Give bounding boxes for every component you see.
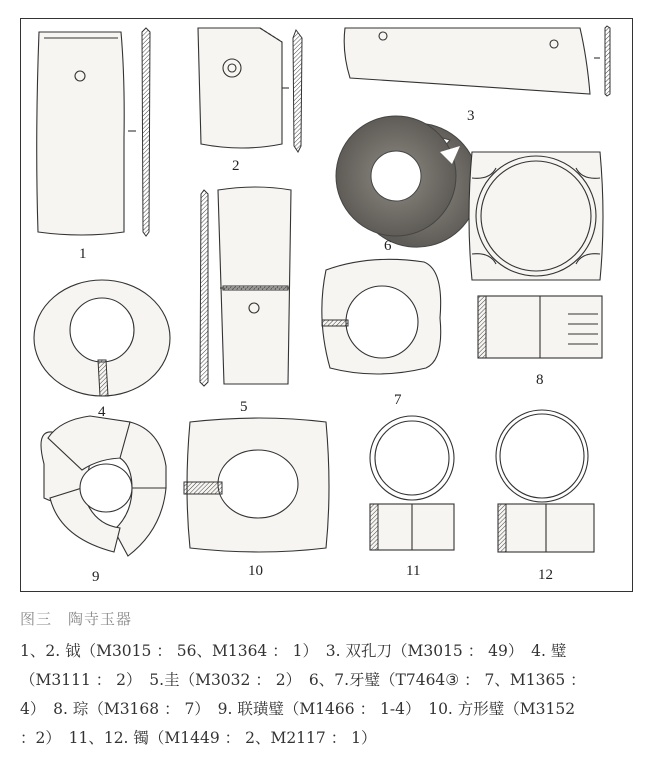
label-10: 10 (248, 563, 263, 579)
artifact-11-bracelet (370, 416, 454, 550)
artifact-5-gui (200, 187, 291, 386)
artifact-3-knife (344, 26, 610, 96)
artifact-1-axe (37, 28, 150, 236)
label-1: 1 (79, 246, 87, 262)
artifact-7-toothed-bi (322, 259, 441, 374)
figure-plate (20, 18, 633, 592)
label-4: 4 (98, 404, 106, 420)
artifact-6-toothed-bi (336, 116, 479, 247)
artifact-2-axe (198, 28, 302, 152)
caption-line: 4） 8. 琮（M3168 ： 7） 9. 联璜璧（M1466 ： 1-4） 10. 方形璧（M3152 (20, 700, 576, 718)
artifact-8-cong (469, 152, 603, 358)
label-8: 8 (536, 372, 544, 388)
figure-caption-title: 图三 陶寺玉器 (20, 610, 133, 628)
label-9: 9 (92, 569, 100, 585)
label-12: 12 (538, 567, 553, 583)
caption-line: ：2） 11、12. 镯（M1449 ： 2、M2117 ： 1） (20, 729, 377, 747)
jade-artifacts-drawing (20, 18, 633, 592)
label-6: 6 (384, 238, 392, 254)
label-3: 3 (467, 108, 475, 124)
caption-line: 1、2. 钺（M3015 ： 56、M1364 ： 1） 3. 双孔刀（M3015 ： 49） 4. 璧 (20, 642, 567, 660)
label-11: 11 (406, 563, 421, 579)
label-5: 5 (240, 399, 248, 415)
artifact-10-square-bi (184, 418, 329, 552)
caption-line: （M3111 ： 2） 5.圭（M3032 ： 2） 6、7.牙璧（T7464③ ： 7、M1365 ： (20, 671, 586, 689)
label-2: 2 (232, 158, 240, 174)
label-7: 7 (394, 392, 402, 408)
artifact-12-bracelet (496, 410, 594, 552)
figure-caption (20, 637, 634, 753)
artifact-4-bi (34, 280, 170, 396)
artifact-9-joined-bi (41, 416, 166, 556)
